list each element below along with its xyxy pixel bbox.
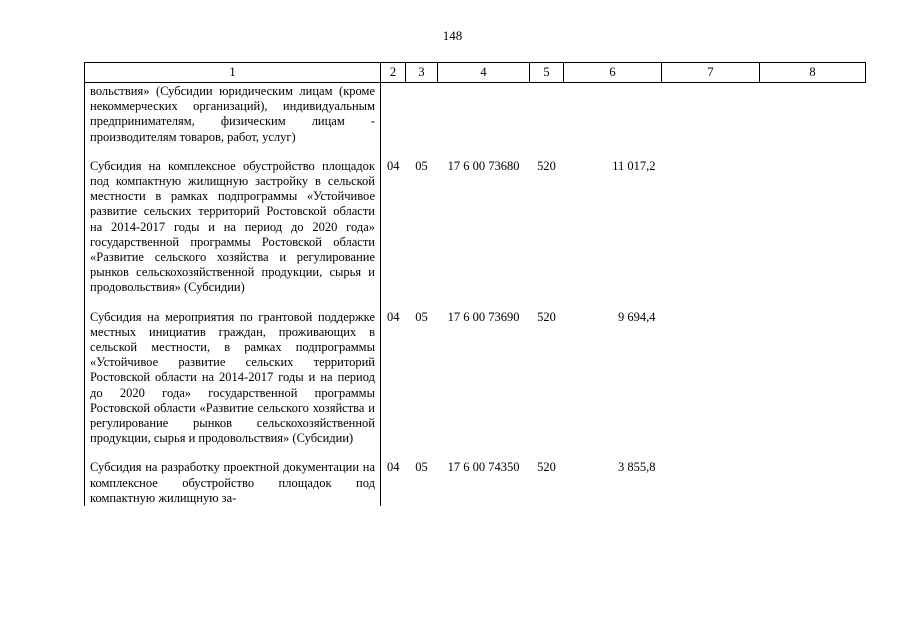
table-row (85, 310, 866, 461)
row-amount-1 (564, 83, 662, 159)
row-name: Субсидия на мероприятия по грантовой поддержке местных инициатив граждан, проживающих в сельской местности, в рамках подпрограммы «Устойчивое развитие сельских территорий Ростовской области на 2014-2017 годы и на период до 2020 года» государственной программы Ростовской области «Развитие сельского хозяйства и регулирование рынков сельскохозяйственной продукции, сырья и продовольствия» (Субсидии) (85, 310, 381, 461)
row-amount-1: 3 855,8 (618, 460, 656, 475)
row-target-code (438, 83, 530, 159)
row-amount-1: 11 017,2 (612, 158, 656, 173)
row-amount-3 (760, 310, 866, 461)
table-row (85, 83, 866, 159)
row-section (381, 83, 406, 159)
header-col-3: 3 (406, 63, 438, 83)
row-subsection: 05 (415, 158, 428, 173)
row-subsection (406, 83, 438, 159)
row-expense-type (530, 83, 564, 159)
row-amount-2 (662, 460, 760, 506)
header-col-1: 1 (85, 63, 381, 83)
row-target-code: 17 6 00 74350 (447, 460, 520, 475)
row-section: 04 (387, 460, 400, 475)
row-name: Субсидия на комплексное обустройство площадок под компактную жилищную застройку в сельской местности в рамках подпрограммы «Устойчивое развитие сельских территорий Ростовской области на 2014-2017 годы и на период до 2020 года» государственной программы Ростовской области «Развитие сельского хозяйства и регулирование рынков сельскохозяйственной продукции, сырья и продовольствия» (Субсидии) (85, 159, 381, 310)
row-subsection: 05 (415, 460, 428, 475)
row-subsection: 05 (415, 309, 428, 324)
row-expense-type: 520 (537, 158, 556, 173)
row-expense-type: 520 (537, 309, 556, 324)
row-target-code: 17 6 00 73690 (447, 309, 520, 324)
page-number: 148 (442, 28, 463, 43)
row-amount-2 (662, 159, 760, 310)
row-name: Субсидия на разработку проектной документации на комплексное обустройство площадок под компактную жилищную за- (85, 460, 381, 506)
row-amount-1: 9 694,4 (618, 309, 656, 324)
table-header (85, 63, 866, 83)
table-row (85, 159, 866, 310)
row-name: вольствия» (Субсидии юридическим лицам (кроме некоммерческих организаций), индивидуальным предпринимателям, физическим лицам - производителям товаров, работ, услуг) (85, 83, 381, 159)
header-col-4: 4 (438, 63, 530, 83)
table-row (85, 460, 866, 506)
header-col-2: 2 (381, 63, 406, 83)
row-amount-3 (760, 460, 866, 506)
row-expense-type: 520 (537, 460, 556, 475)
row-amount-3 (760, 159, 866, 310)
row-section: 04 (387, 158, 400, 173)
header-col-5: 5 (530, 63, 564, 83)
row-amount-2 (662, 83, 760, 159)
budget-table (84, 62, 866, 506)
header-col-6: 6 (564, 63, 662, 83)
header-col-7: 7 (662, 63, 760, 83)
header-col-8: 8 (760, 63, 866, 83)
row-section: 04 (387, 309, 400, 324)
row-amount-2 (662, 310, 760, 461)
row-amount-3 (760, 83, 866, 159)
row-target-code: 17 6 00 73680 (447, 158, 520, 173)
